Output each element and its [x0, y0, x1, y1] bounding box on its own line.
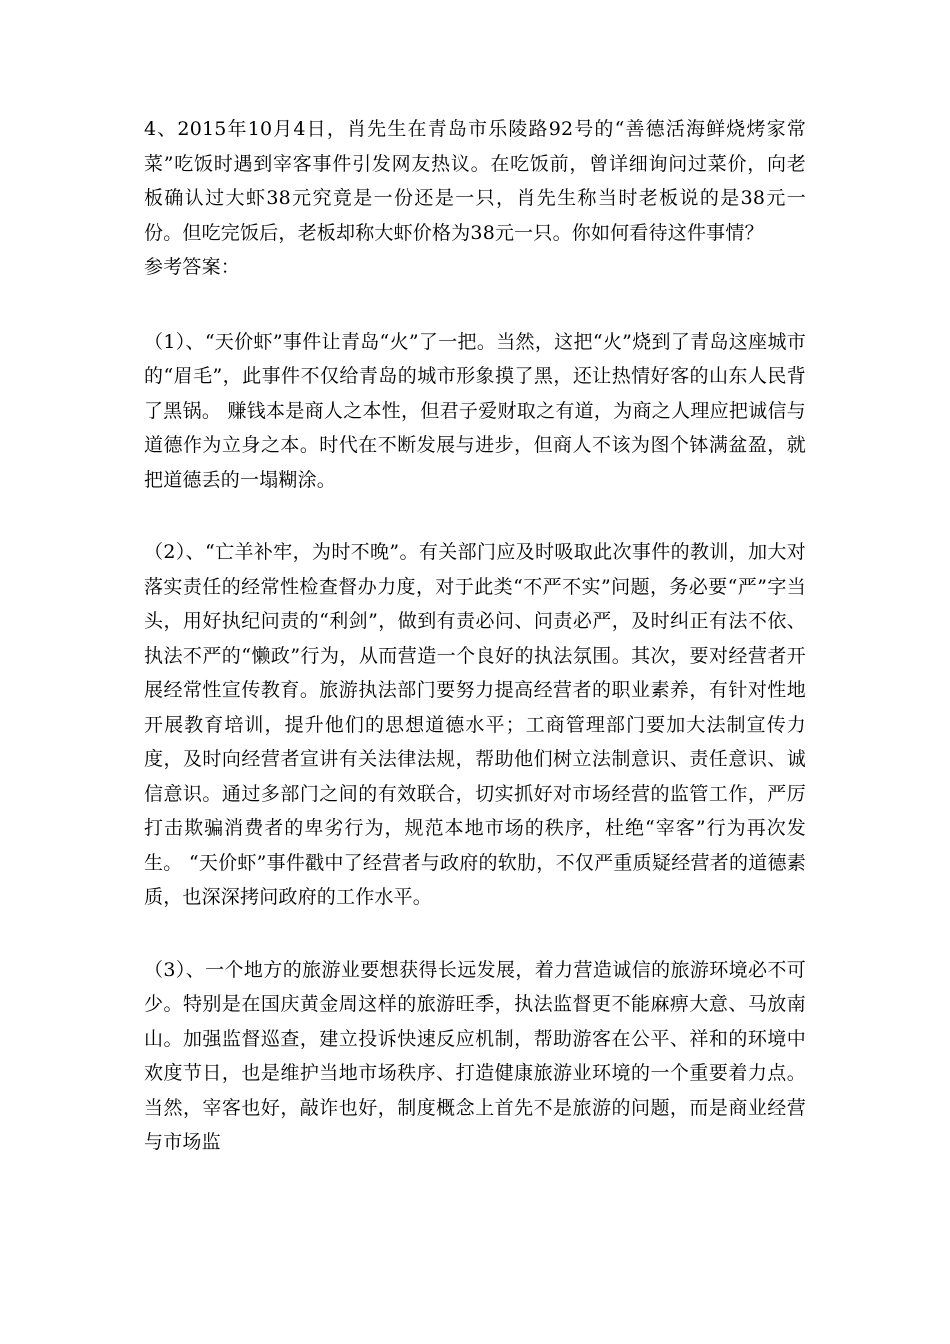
question-paragraph: 4、2015年10月4日，肖先生在青岛市乐陵路92号的“善德活海鲜烧烤家常菜”吃饭时遇到宰客事件引发网友热议。在吃饭前，曾详细询问过菜价，向老板确认过大虾38元究竟是一份还是一只，肖先生称当时老板说的是38元一份。但吃完饭后，老板却称大虾价格为38元一只。你如何看待这件事情？: [144, 118, 806, 244]
answer-paragraph-1: （1）、“天价虾”事件让青岛“火”了一把。当然，这把“火”烧到了青岛这座城市的“眉毛”，此事件不仅给青岛的城市形象摸了黑，还让热情好客的山东人民背了黑锅。 赚钱本是商人之本性，但君子爱财取之有道，为商之人理应把诚信与道德作为立身之本。时代在不断发展与进步，但商人不该为图个钵满盆盈，就把道德丢的一塌糊涂。: [144, 330, 806, 491]
document-body: [144, 112, 806, 1160]
answer-label: 参考答案：: [144, 256, 241, 278]
answer-paragraph-3: （3）、一个地方的旅游业要想获得长远发展，着力营造诚信的旅游环境必不可少。特别是在国庆黄金周这样的旅游旺季，执法监督更不能麻痹大意、马放南山。加强监督巡查，建立投诉快速反应机制，帮助游客在公平、祥和的环境中欢度节日，也是维护当地市场秩序、打造健康旅游业环境的一个重要着力点。 当然，宰客也好，敲诈也好，制度概念上首先不是旅游的问题，而是商业经营与市场监: [144, 958, 806, 1153]
answer-paragraph-2: （2）、“亡羊补牢，为时不晚”。有关部门应及时吸取此次事件的教训，加大对落实责任的经常性检查督办力度，对于此类“不严不实”问题，务必要“严”字当头，用好执纪问责的“利剑”，做到有责必问、问责必严，及时纠正有法不依、执法不严的“懒政”行为，从而营造一个良好的执法氛围。其次，要对经营者开展经常性宣传教育。旅游执法部门要努力提高经营者的职业素养，有针对性地开展教育培训，提升他们的思想道德水平；工商管理部门要加大法制宣传力度，及时向经营者宣讲有关法律法规，帮助他们树立法制意识、责任意识、诚信意识。通过多部门之间的有效联合，切实抓好对市场经营的监管工作，严厉打击欺骗消费者的卑劣行为，规范本地市场的秩序，杜绝“宰客”行为再次发生。 “天价虾”事件戳中了经营者与政府的软肋，不仅严重质疑经营者的道德素质，也深深拷问政府的工作水平。: [144, 541, 806, 908]
